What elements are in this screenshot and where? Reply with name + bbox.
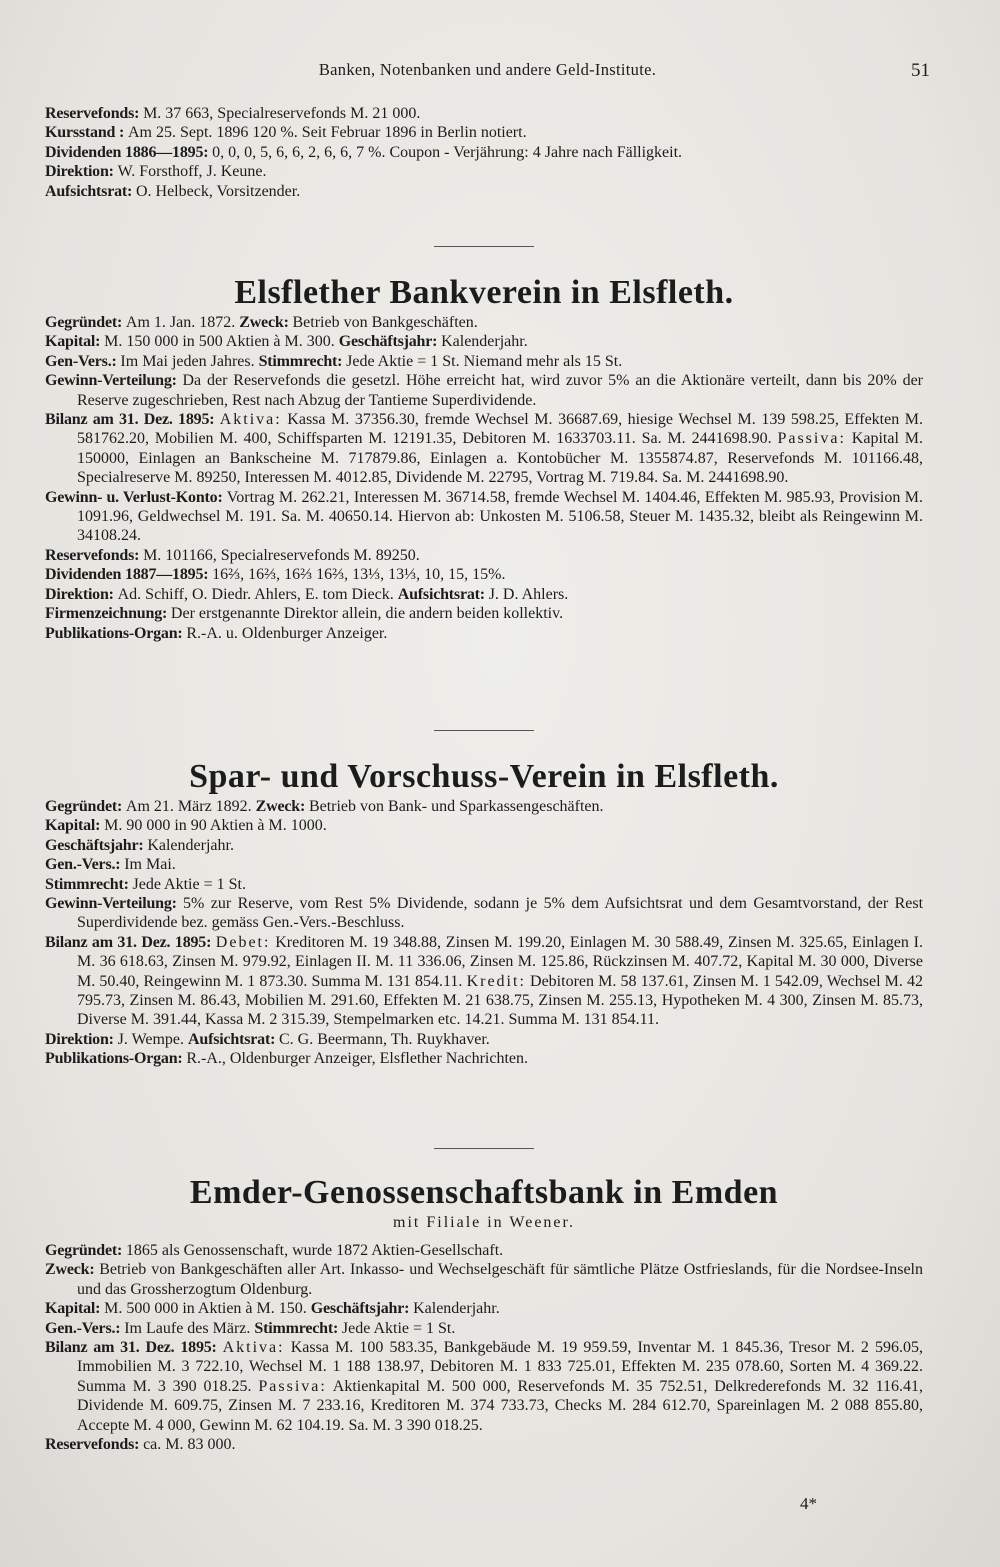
entry-label: Dividenden 1887—1895: xyxy=(45,566,213,584)
entry-paragraph xyxy=(45,410,923,488)
entry-text: Im Mai. xyxy=(124,856,176,874)
entry-label: Aufsichtsrat: xyxy=(397,585,489,603)
entry-paragraph xyxy=(45,1338,923,1435)
entry-label: Gen.-Vers.: xyxy=(45,856,125,874)
entry-label: Stimmrecht: xyxy=(258,352,347,370)
entry-label: Reservefonds: xyxy=(45,1436,144,1454)
balance-side-label: Passiva: xyxy=(777,430,846,448)
balance-side-label: Debet: xyxy=(215,933,271,951)
entry-text: 16⅔, 16⅔, 16⅔ 16⅔, 13⅓, 13⅓, 10, 15, 15%. xyxy=(212,566,506,584)
entry-text: Aktienkapital M. 500 000, Reservefonds M. 35 752.51, Delkrederefonds M. 32 116.41, Dividende M. 609.75, Zinsen M. 7 233.16, Kreditoren M. 374 733.73, Checks M. 284 612.70, Spareinlagen M. 2 088 855.80, Accepte M. 4 000, Gewinn M. 62 104.19. Sa. M. 3 390 018.25. xyxy=(77,1377,923,1434)
entry-label: Gewinn- u. Verlust-Konto: xyxy=(45,488,227,506)
entry-paragraph xyxy=(45,123,923,142)
entry-text: Ad. Schiff, O. Diedr. Ahlers, E. tom Dieck. xyxy=(117,585,398,603)
entry-paragraph xyxy=(45,565,923,584)
entry-text: R.-A., Oldenburger Anzeiger, Elsflether Nachrichten. xyxy=(186,1050,528,1068)
balance-side-label: Passiva: xyxy=(258,1377,327,1395)
entry-label: Gen.-Vers.: xyxy=(45,1319,125,1337)
entry-label: Gewinn-Verteilung: xyxy=(45,895,184,913)
balance-side-label: Aktiva: xyxy=(219,411,282,429)
entry-text: M. 37 663, Specialreservefonds M. 21 000. xyxy=(143,105,421,122)
entry-paragraph xyxy=(45,585,923,604)
entry-paragraph xyxy=(45,332,923,351)
entry-text: ca. M. 83 000. xyxy=(143,1436,236,1454)
entry-text: 5% zur Reserve, vom Rest 5% Dividende, sodann je 5% dem Aufsichtsrat und dem Gesamtvorstand, der Rest Superdividende bez. gemäss Gen.-Vers.-Beschluss. xyxy=(77,895,924,932)
entry-paragraph xyxy=(45,1049,923,1068)
entry-label: Bilanz am 31. Dez. 1895: xyxy=(45,1339,223,1357)
entry-label: Direktion: xyxy=(45,585,118,603)
entry-text: M. 101166, Specialreservefonds M. 89250. xyxy=(143,546,420,564)
signature-mark: 4* xyxy=(800,1494,817,1513)
entry-text: O. Helbeck, Vorsitzender. xyxy=(135,182,301,200)
entry-text: W. Forsthoff, J. Keune. xyxy=(117,163,267,181)
balance-side-label: Aktiva: xyxy=(222,1339,285,1357)
entry-text: J. D. Ahlers. xyxy=(488,585,569,603)
entry-paragraph xyxy=(45,933,923,1030)
entry-text: M. 150 000 in 500 Aktien à M. 300. xyxy=(104,333,339,351)
entry-paragraph xyxy=(45,1299,923,1318)
entry-text: Jede Aktie = 1 St. xyxy=(132,875,246,893)
section-title: Elsflether Bankverein in Elsfleth. xyxy=(234,274,734,311)
entry-text: Debitoren M. 58 137.61, Zinsen M. 1 542.09, Wechsel M. 42 795.73, Zinsen M. 86.43, Mobilien M. 291.60, Effekten M. 21 638.75, Zinsen M. 255.13, Hypotheken M. 4 300, Zinsen M. 85.73, Diverse M. 391.44, Kassa M. 2 315.39, Stempelmarken etc. 14.21. Summa M. 131 854.11. xyxy=(77,972,923,1029)
entry-label: Gegründet: xyxy=(45,314,126,331)
entry-label: Reservefonds: xyxy=(45,546,144,564)
entry-text: 0, 0, 0, 5, 6, 6, 2, 6, 6, 7 %. Coupon - Verjährung: 4 Jahre nach Fälligkeit. xyxy=(212,143,683,161)
entry-paragraph xyxy=(45,836,923,855)
entry-label: Geschäftsjahr: xyxy=(310,1300,414,1318)
entry-label: Gegründet: xyxy=(45,798,126,815)
entry-text: Kalenderjahr. xyxy=(441,333,528,351)
entry-paragraph xyxy=(45,1435,923,1454)
entry-paragraph xyxy=(45,624,923,643)
entry-paragraph xyxy=(45,371,923,410)
entry-text: Kalenderjahr. xyxy=(147,836,234,854)
intro-continuation xyxy=(45,104,923,201)
entry-text: Jede Aktie = 1 St. xyxy=(341,1319,456,1337)
entry-text: Da der Reservefonds die gesetzl. Höhe erreicht hat, wird zuvor 5% an die Aktionäre verteilt, dann bis 20% der Reserve zugeschrieben, Rest nach Abzug der Tantieme Superdividende. xyxy=(77,372,923,409)
entry-text: Der erstgenannte Direktor allein, die andern beiden kollektiv. xyxy=(170,605,564,623)
entry-label: Geschäftsjahr: xyxy=(338,333,442,351)
entry-label: Gewinn-Verteilung: xyxy=(45,372,183,390)
entry-text: C. G. Beermann, Th. Ruykhaver. xyxy=(279,1030,490,1048)
entry-label: Zweck: xyxy=(255,798,309,815)
entry-paragraph xyxy=(45,352,923,371)
entry-label: Kapital: xyxy=(45,333,105,351)
section-title: Spar- und Vorschuss-Verein in Elsfleth. xyxy=(189,758,779,795)
entry-label: Reservefonds: xyxy=(45,105,144,122)
entry-paragraph xyxy=(45,1260,923,1299)
entry-label: Bilanz am 31. Dez. 1895: xyxy=(45,933,216,951)
entry-label: Direktion: xyxy=(45,1030,118,1048)
entry-label: Dividenden 1886—1895: xyxy=(45,143,213,161)
entry-paragraph xyxy=(45,1030,923,1049)
entry-text: Im Laufe des März. xyxy=(124,1319,255,1337)
entry-text: Kassa M. 100 583.35, Bankgebäude M. 19 959.59, Inventar M. 1 845.36, Tresor M. 2 596.05, Immobilien M. 3 722.10, Wechsel M. 1 188 138.97, Debitoren M. 1 833 725.01, Effekten M. 235 078.60, Sorten M. 4 369.22. Summa M. 3 390 018.25. xyxy=(77,1339,924,1395)
entry-label: Firmenzeichnung: xyxy=(45,605,171,623)
entry-text: Betrieb von Bankgeschäften aller Art. Inkasso- und Wechselgeschäft für sämtliche Plätze Ostfrieslands, für die Nordsee-Inseln und das Grossherzogtum Oldenburg. xyxy=(77,1261,923,1298)
entry-label: Kapital: xyxy=(45,1300,105,1318)
entry-label: Gen-Vers.: xyxy=(45,352,121,370)
entry-text: Kalenderjahr. xyxy=(413,1300,500,1318)
entry-label: Bilanz am 31. Dez. 1895: xyxy=(45,411,220,429)
entry-label: Gegründet: xyxy=(45,1242,126,1259)
section-subtitle: mit Filiale in Weener. xyxy=(393,1214,575,1231)
entry-text: Betrieb von Bankgeschäften. xyxy=(292,314,478,331)
entry-label: Stimmrecht: xyxy=(45,875,133,893)
page-number: 51 xyxy=(911,60,930,81)
section-emder-genossenschaftsbank xyxy=(45,1148,923,1454)
entry-label: Aufsichtsrat: xyxy=(45,182,136,200)
entry-label: Kursstand : xyxy=(45,124,128,142)
entry-paragraph xyxy=(45,488,923,546)
entry-label: Publikations-Organ: xyxy=(45,624,187,642)
section-divider xyxy=(434,730,534,731)
entry-text: Betrieb von Bank- und Sparkassengeschäften. xyxy=(308,798,604,815)
running-header xyxy=(45,60,930,84)
entry-paragraph xyxy=(45,816,923,835)
entry-text: Jede Aktie = 1 St. Niemand mehr als 15 St. xyxy=(346,352,623,370)
entry-label: Geschäftsjahr: xyxy=(45,836,148,854)
entry-paragraph xyxy=(45,797,923,816)
entry-text: Kreditoren M. 19 348.88, Zinsen M. 199.20, Einlagen M. 30 588.49, Zinsen M. 325.65, Einlagen I. M. 36 618.63, Zinsen M. 979.92, Einlagen II. M. 11 336.06, Zinsen M. 125.86, Rückzinsen M. 407.72, Kapital M. 30 000, Diverse M. 50.40, Reingewinn M. 1 873.30. Summa M. 131 854.11. xyxy=(77,933,923,990)
entry-text: Vortrag M. 262.21, Interessen M. 36714.58, fremde Wechsel M. 1404.46, Effekten M. 985.93, Provision M. 1091.96, Geldwechsel M. 191. Sa. M. 40650.14. Hiervon ab: Unkosten M. 5106.58, Steuer M. 1435.32, bleibt als Reingewinn M. 34108.24. xyxy=(77,488,923,545)
entry-text: Am 25. Sept. 1896 120 %. Seit Februar 1896 in Berlin notiert. xyxy=(127,124,527,142)
section-divider xyxy=(434,246,534,247)
balance-side-label: Kredit: xyxy=(466,972,526,990)
entry-label: Aufsichtsrat: xyxy=(188,1030,279,1048)
entry-text: R.-A. u. Oldenburger Anzeiger. xyxy=(186,624,388,642)
entry-paragraph xyxy=(45,313,923,332)
entry-text: Kapital M. 150000, Einlagen an Bankscheine M. 717879.86, Einlagen a. Kontobücher M. 1355874.87, Reservefonds M. 101166.48, Specialreserve M. 89250, Interessen M. 4012.85, Dividende M. 22795, Vortrag M. 719.84. Sa. M. 2441698.90. xyxy=(77,430,923,487)
entry-paragraph xyxy=(45,604,923,623)
section-elsflether-bankverein xyxy=(45,246,923,643)
entry-paragraph xyxy=(45,182,923,201)
section-title: Emder-Genossenschaftsbank in Emden xyxy=(189,1174,779,1211)
entry-text: Am 21. März 1892. xyxy=(125,798,256,815)
entry-label: Zweck: xyxy=(239,314,293,331)
section-spar-vorschuss-verein xyxy=(45,730,923,1069)
entry-label: Direktion: xyxy=(45,163,118,181)
entry-label: Zweck: xyxy=(45,1261,100,1279)
entry-paragraph xyxy=(45,104,923,123)
entry-text: Im Mai jeden Jahres. xyxy=(120,352,259,370)
entry-text: M. 500 000 in Aktien à M. 150. xyxy=(104,1300,311,1318)
entry-paragraph xyxy=(45,894,923,933)
entry-paragraph xyxy=(45,1241,923,1260)
entry-label: Stimmrecht: xyxy=(254,1319,342,1337)
entry-text: 1865 als Genossenschaft, wurde 1872 Aktien-Gesellschaft. xyxy=(125,1242,504,1259)
entry-paragraph xyxy=(45,1319,923,1338)
entry-paragraph xyxy=(45,855,923,874)
entry-paragraph xyxy=(45,162,923,181)
entry-text: Am 1. Jan. 1872. xyxy=(125,314,240,331)
entry-paragraph xyxy=(45,546,923,565)
entry-paragraph xyxy=(45,143,923,162)
entry-text: M. 90 000 in 90 Aktien à M. 1000. xyxy=(104,817,327,835)
entry-text: Kassa M. 37356.30, fremde Wechsel M. 36687.69, hiesige Wechsel M. 139 598.25, Effekten M. 581762.20, Mobilien M. 400, Schiffsparten M. 12191.35, Debitoren M. 1633703.11. Sa. M. 2441698.90. xyxy=(77,411,923,448)
entry-label: Kapital: xyxy=(45,817,105,835)
header-title: Banken, Notenbanken und andere Geld-Institute. xyxy=(318,60,657,79)
section-divider xyxy=(434,1148,534,1149)
entry-text: J. Wempe. xyxy=(117,1030,189,1048)
entry-label: Publikations-Organ: xyxy=(45,1050,187,1068)
entry-paragraph xyxy=(45,875,923,894)
